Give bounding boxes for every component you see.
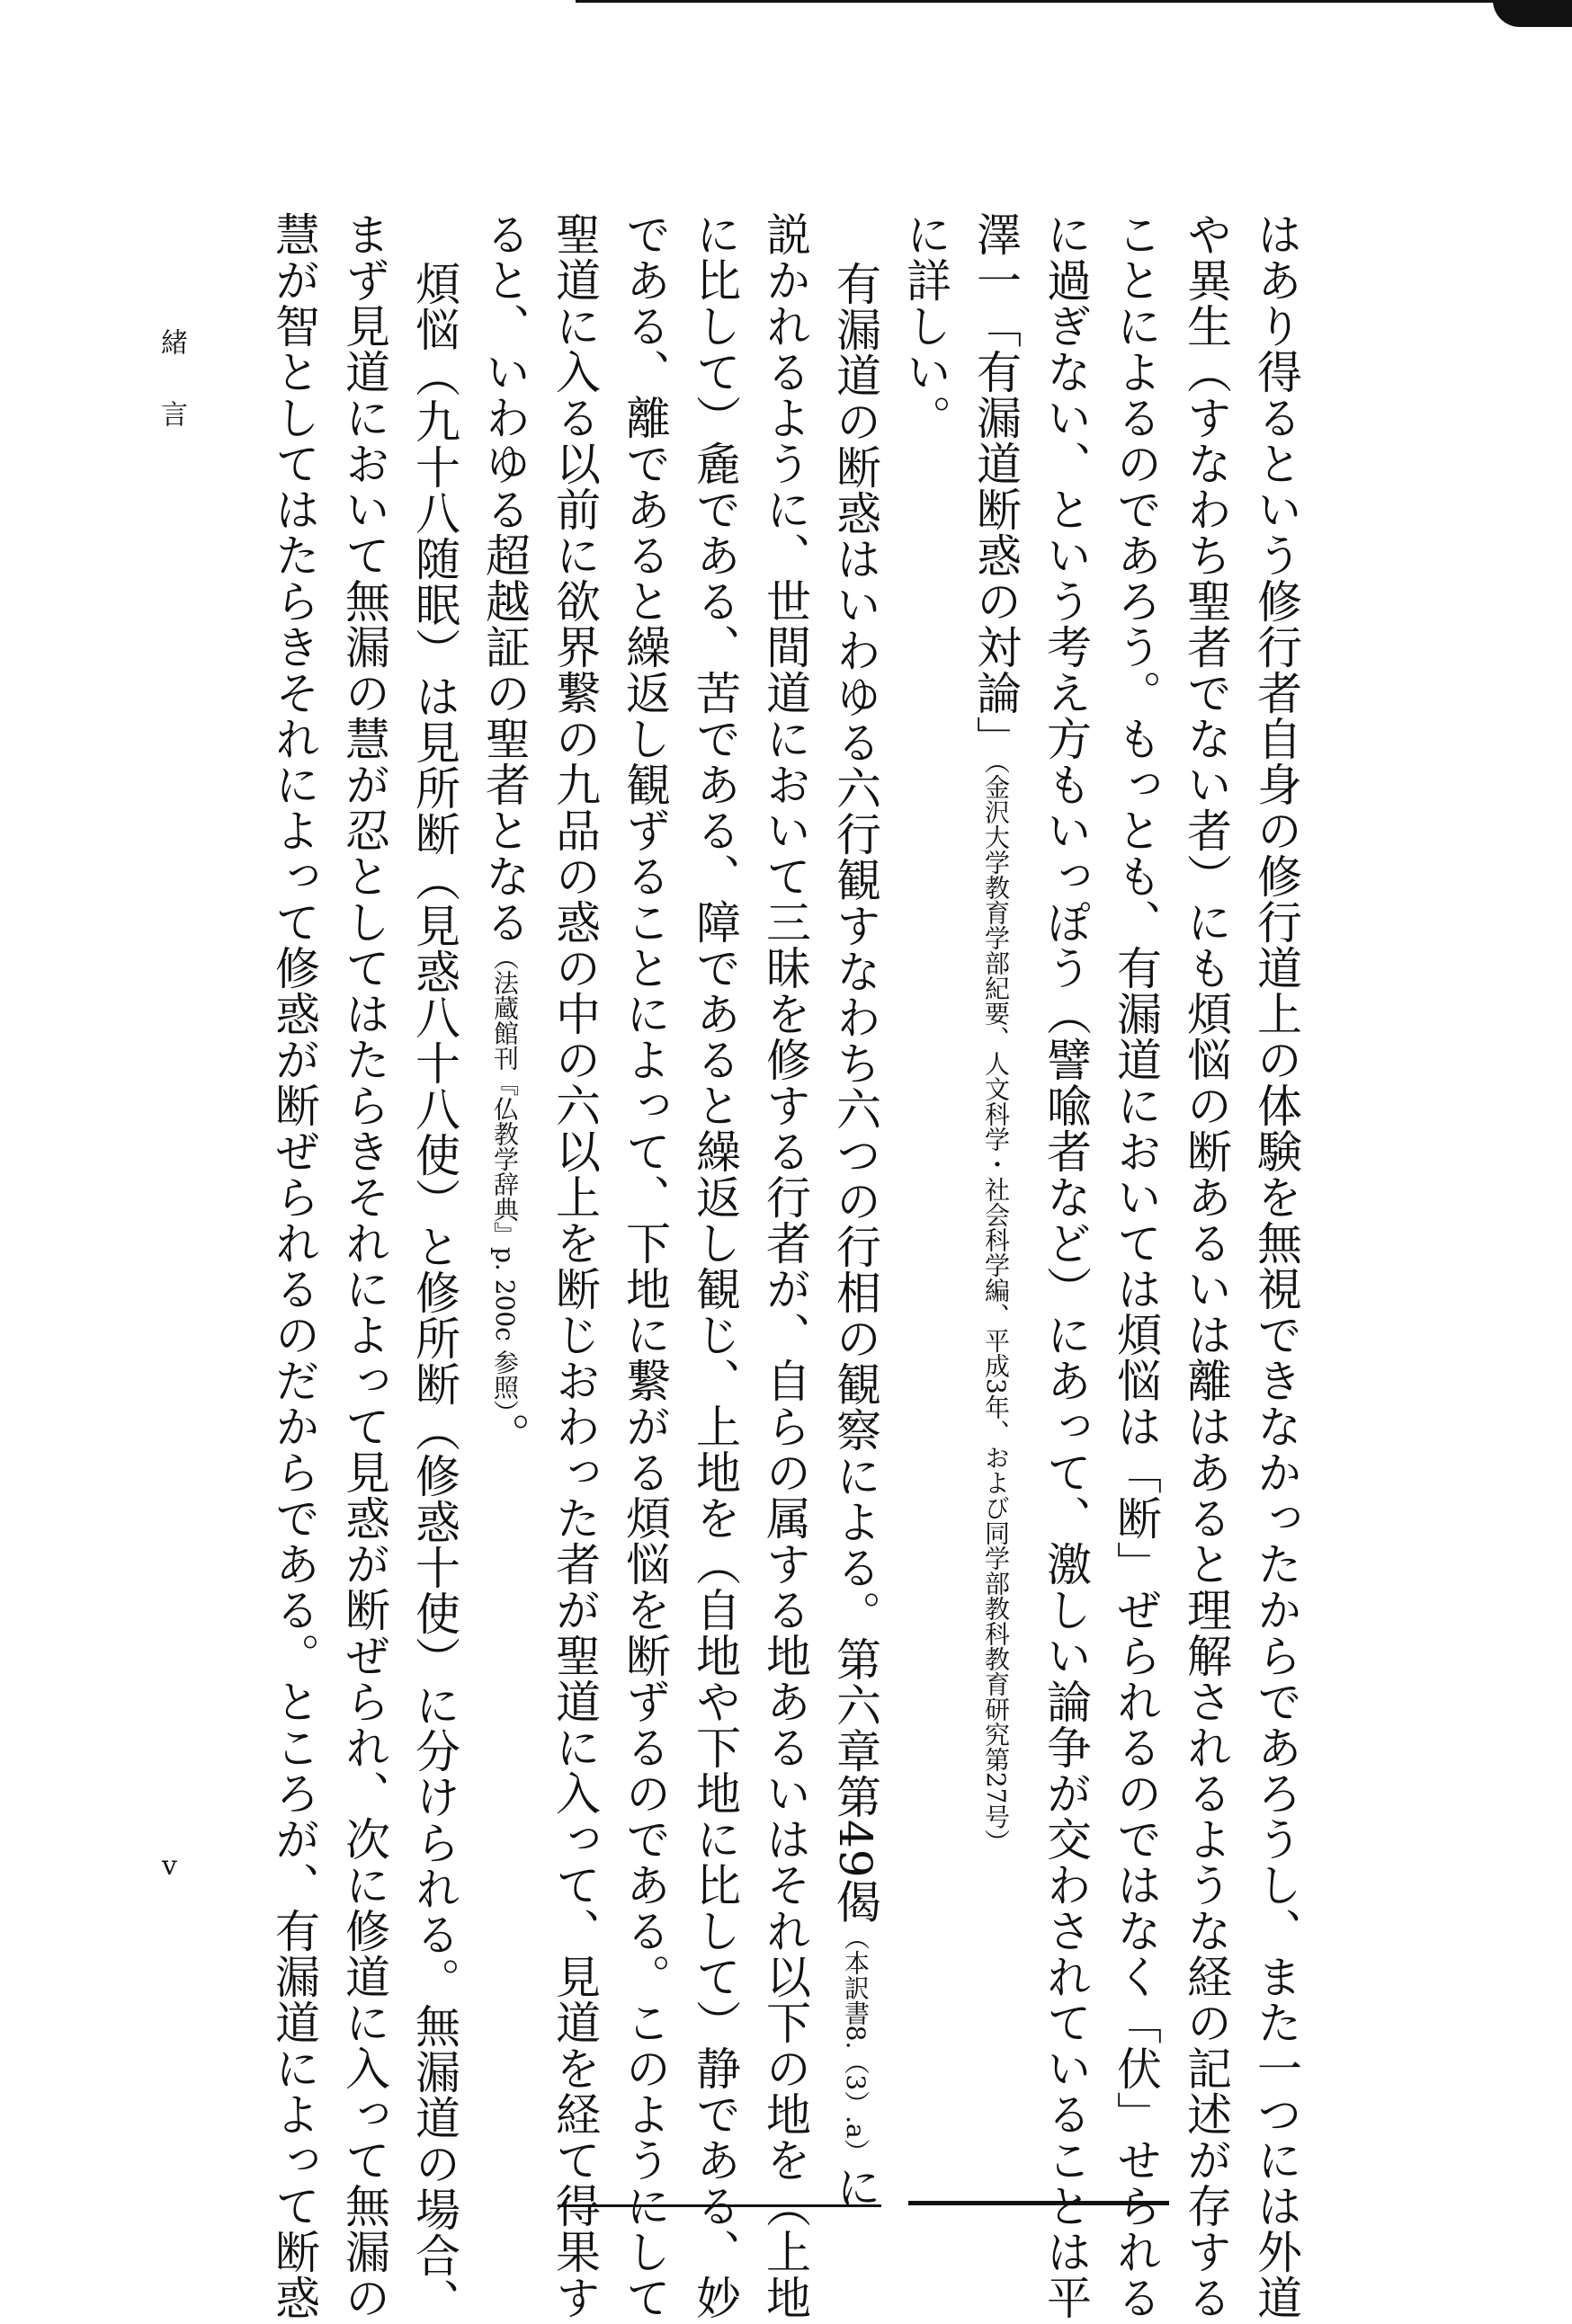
text-run: まず見道において無漏の慧が忍としてはたらきそれによって見惑が断ぜられ、次に修道に入って無漏の [338,211,390,2320]
text-column [1241,211,1311,2320]
text-run: ると、いわゆる超越証の聖者となる [478,211,531,945]
text-run: 聖道に入る以前に欲界繋の九品の惑の中の六以上を断じおわった者が聖道に入って、見道を経て得果す [549,211,601,2320]
text-column [540,211,610,2320]
text-column [610,211,680,2320]
page-number: v [162,1850,177,1882]
text-run: ことによるのであろう。もっとも、有漏道においては煩悩は「断」ぜられるのではなく「伏」せられる [1110,211,1162,2320]
text-column [329,211,399,2320]
body-text [259,211,1311,2324]
text-column [890,211,960,2018]
text-run: 。 [478,1411,531,1458]
text-column [680,211,750,2320]
scan-edge-corner [1493,0,1572,27]
inline-note: （金沢大学教育学部紀要、人文科学・社会科学編、平成3年、および同学部教科教育研究第27号） [981,761,1011,1855]
text-column [1101,211,1171,2320]
text-run: に過ぎない、という考え方もいっぽう（譬喩者など）にあって、激しい論争が交わされていることは平 [1040,211,1092,2320]
text-column [1171,211,1241,2320]
text-column [399,211,469,2324]
text-column [259,211,329,2320]
text-run: に比して）麁である、苦である、障であると繰返し観じ、上地を（自地や下地に比して）静である、妙 [689,211,741,2320]
text-run: 有漏道の断惑はいわゆる六行観すなわち六つの行相の観察による。第六章第49偈 [829,261,881,1925]
inline-note: （法蔵館刊『仏教学辞典』p. 200c 参照） [490,945,520,1412]
text-run: 煩悩（九十八随眠）は見所断（見惑八十八使）と修所断（修惑十使）に分けられる。無漏道の場合、 [408,261,460,2324]
text-run: である、離であると繰返し観ずることによって、下地に繋がる煩悩を断ずるのである。このようにして [619,211,671,2320]
text-run: に [829,2163,881,2210]
text-run: 澤一「有漏道断惑の対論」 [969,211,1022,761]
text-column [820,211,890,2210]
text-run: に詳しい。 [899,211,951,441]
text-run: 慧が智としてはたらきそれによって修惑が断ぜられるのだからである。ところが、有漏道によって断惑 [268,211,320,2320]
text-column [1031,211,1101,2320]
inline-note: （本訳書8.（3）.a） [841,1924,871,2164]
text-column [750,211,820,2320]
text-column [960,211,1031,2018]
running-head: 緒言 [156,328,187,472]
text-run: はあり得るという修行者自身の修行道上の体験を無視できなかったからであろうし、また一つには外道 [1250,211,1302,2320]
text-column [469,211,540,2018]
text-run: 説かれるように、世間道において三昧を修する行者が、自らの属する地あるいはそれ以下の地を（上地 [759,211,811,2320]
scan-edge-top [576,0,1511,3]
text-run: や異生（すなわち聖者でない者）にも煩悩の断あるいは離はあると理解されるような経の記述が存する [1180,211,1232,2320]
